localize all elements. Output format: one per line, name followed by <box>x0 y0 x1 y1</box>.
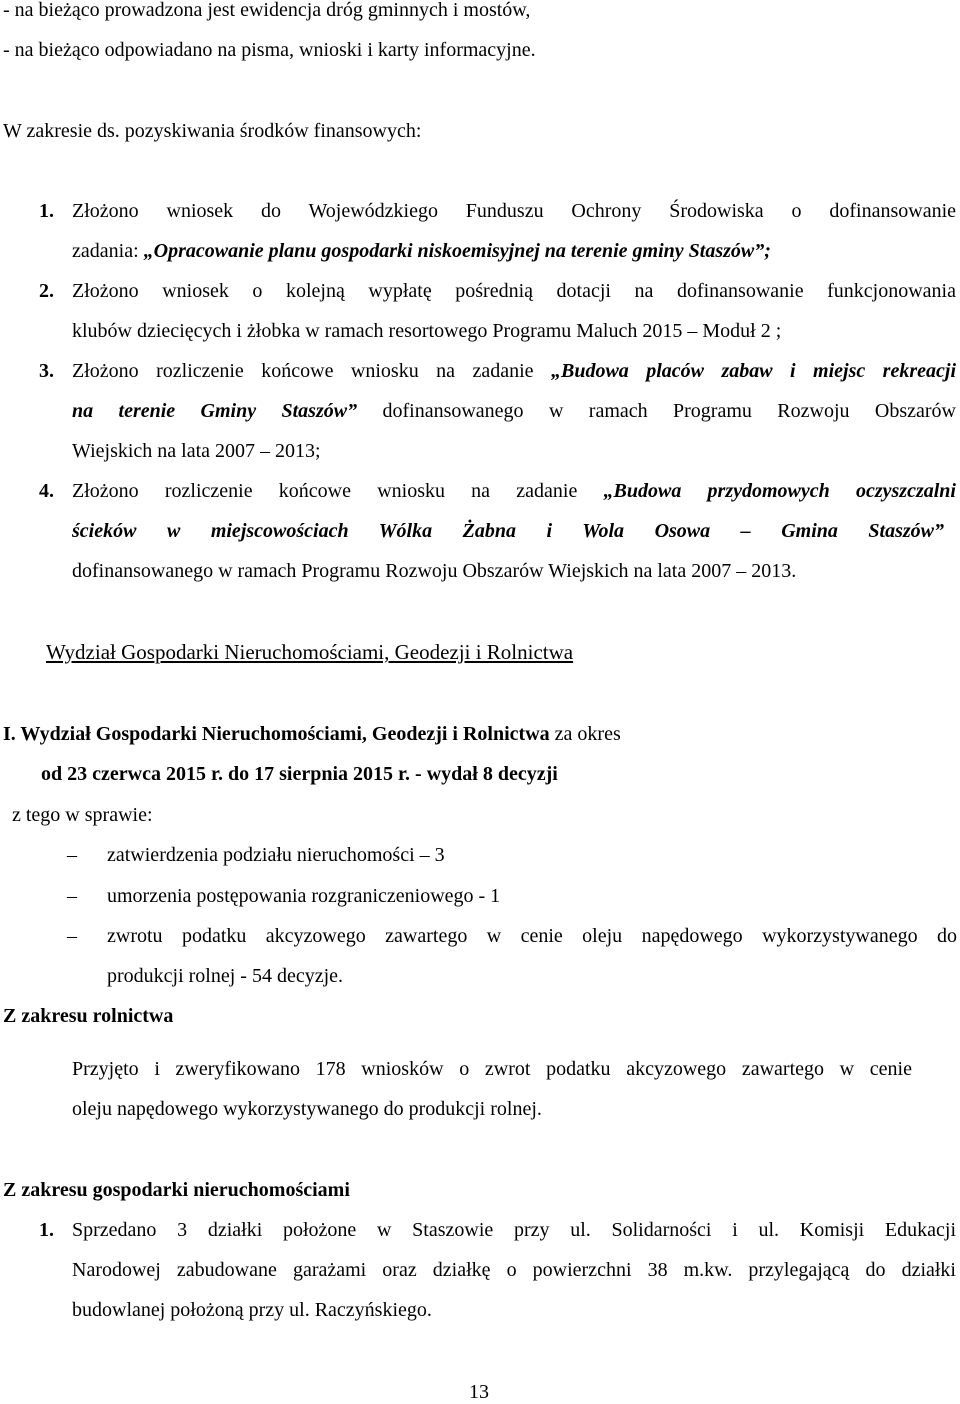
department-title: Wydział Gospodarki Nieruchomościami, Geodezji i Rolnictwa <box>46 640 574 664</box>
funding-item-1-lead: zadania: <box>72 240 144 262</box>
funding-item-4-lead: Złożono rozliczenie końcowe wniosku na zadanie <box>72 480 604 502</box>
funding-item-4-number: 4. <box>39 480 54 502</box>
real-estate-heading: Z zakresu gospodarki nieruchomościami <box>3 1179 350 1201</box>
bullet-item-3: zwrotu podatku akcyzowego zawartego w cenie oleju napędowego wykorzystywanego do <box>107 925 957 947</box>
agriculture-line-2: oleju napędowego wykorzystywanego do produkcji rolnej. <box>72 1098 542 1120</box>
real-estate-line-3: budowlanej położoną przy ul. Raczyńskiego. <box>72 1299 432 1321</box>
real-estate-item-number: 1. <box>39 1219 54 1241</box>
funding-item-3-line-3: Wiejskich na lata 2007 – 2013; <box>72 440 321 462</box>
bullet-dash-1: – <box>67 844 77 866</box>
intro-line-2: - na bieżąco odpowiadano na pisma, wnioski i karty informacyjne. <box>3 39 536 61</box>
page-number: 13 <box>469 1381 489 1403</box>
funding-item-3-line-1 <box>72 359 956 383</box>
bullet-item-1: zatwierdzenia podziału nieruchomości – 3 <box>107 844 445 866</box>
agriculture-line-1: Przyjęto i zweryfikowano 178 wniosków o zwrot podatku akcyzowego zawartego w cenie <box>72 1058 912 1080</box>
funding-item-3-task-title: „Budowa placów zabaw i miejsc rekreacji <box>550 360 956 382</box>
funding-item-4-task-title: „Budowa przydomowych oczyszczalni <box>603 480 956 502</box>
funding-item-1-line-2 <box>72 239 771 263</box>
department-subject-intro: z tego w sprawie: <box>12 804 153 826</box>
funding-item-3-line-2 <box>72 399 956 423</box>
funding-item-2-line-2: klubów dziecięcych i żłobka w ramach resortowego Programu Maluch 2015 – Moduł 2 ; <box>72 320 782 342</box>
real-estate-line-1: Sprzedano 3 działki położone w Staszowie przy ul. Solidarności i ul. Komisji Edukacji <box>72 1219 956 1241</box>
funding-item-1-task-title: „Opracowanie planu gospodarki niskoemisyjnej na terenie gminy Staszów”; <box>143 240 771 262</box>
funding-item-4-line-3: dofinansowanego w ramach Programu Rozwoju Obszarów Wiejskich na lata 2007 – 2013. <box>72 560 797 582</box>
bullet-dash-2: – <box>67 885 77 907</box>
bullet-dash-3: – <box>67 925 77 947</box>
intro-line-1: - na bieżąco prowadzona jest ewidencja dróg gminnych i mostów, <box>3 0 531 21</box>
funding-item-1-line-1: Złożono wniosek do Wojewódzkiego Funduszu Ochrony Środowiska o dofinansowanie <box>72 200 956 222</box>
department-intro <box>3 722 621 746</box>
funding-item-4-line-2: ścieków w miejscowościach Wólka Żabna i Wola Osowa – Gmina Staszów” <box>72 520 944 542</box>
funding-item-3-lead: Złożono rozliczenie końcowe wniosku na zadanie <box>72 360 551 382</box>
bullet-item-3-cont: produkcji rolnej - 54 decyzje. <box>107 965 344 987</box>
department-period-label: za okres <box>549 723 621 745</box>
funding-item-2-line-1: Złożono wniosek o kolejną wypłatę pośrednią dotacji na dofinansowanie funkcjonowania <box>72 280 956 302</box>
funding-item-2-number: 2. <box>39 280 54 302</box>
bullet-item-2: umorzenia postępowania rozgraniczeniowego - 1 <box>107 885 501 907</box>
funding-item-4-line-1 <box>72 479 956 503</box>
funding-item-3-program: dofinansowanego w ramach Programu Rozwoju Obszarów <box>357 400 956 422</box>
funding-item-3-number: 3. <box>39 360 54 382</box>
funding-item-1-number: 1. <box>39 200 54 222</box>
agriculture-heading: Z zakresu rolnictwa <box>3 1005 174 1027</box>
department-name: I. Wydział Gospodarki Nieruchomościami, Geodezji i Rolnictwa <box>3 723 550 745</box>
funding-item-3-task-title-cont: na terenie Gminy Staszów” <box>72 400 358 422</box>
department-period: od 23 czerwca 2015 r. do 17 sierpnia 2015 r. - wydał 8 decyzji <box>41 763 558 785</box>
real-estate-line-2: Narodowej zabudowane garażami oraz działkę o powierzchni 38 m.kw. przylegającą do działki <box>72 1259 956 1281</box>
funding-heading: W zakresie ds. pozyskiwania środków finansowych: <box>3 120 422 142</box>
